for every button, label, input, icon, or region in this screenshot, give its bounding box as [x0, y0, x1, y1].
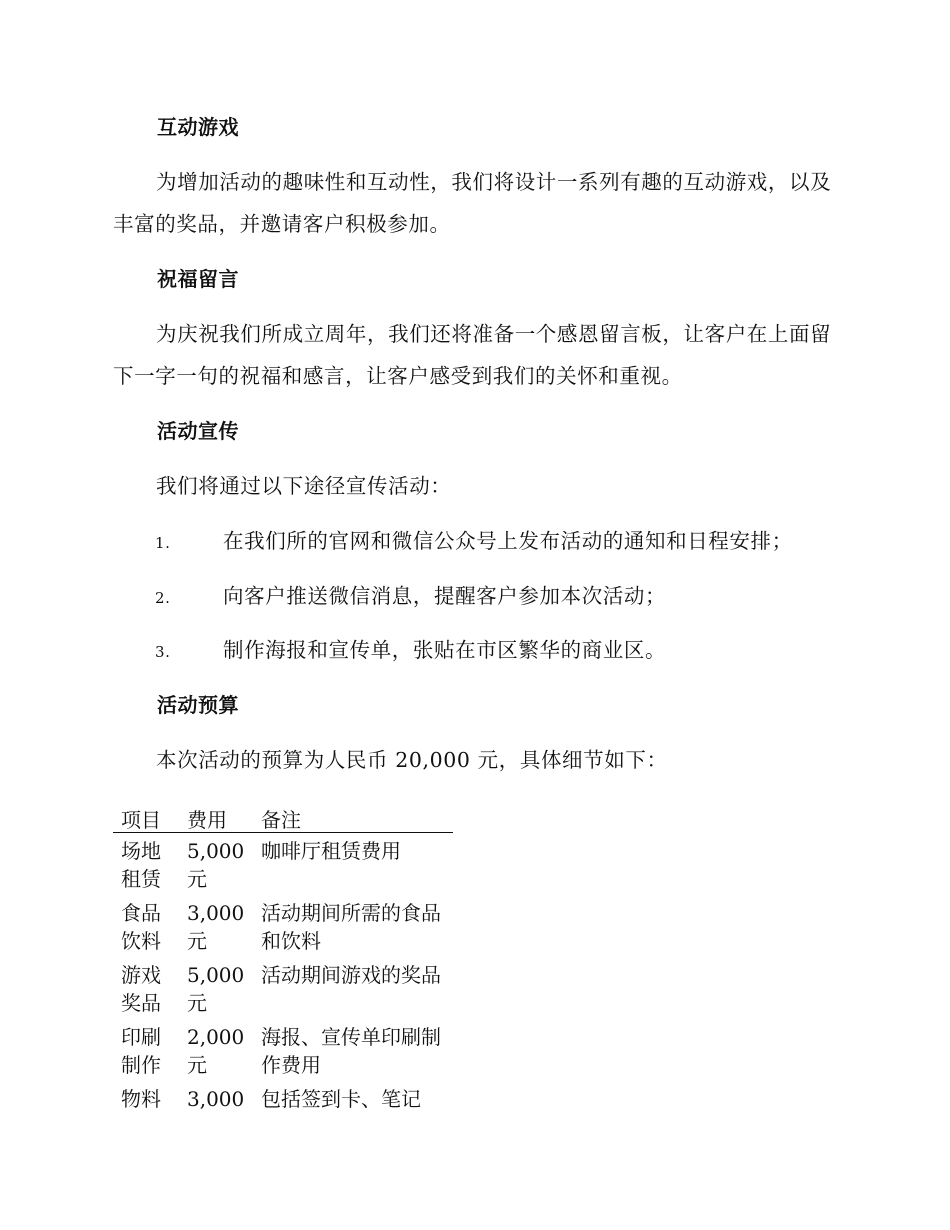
table-row: [113, 957, 453, 1019]
cell-item: 印刷制作: [121, 1025, 161, 1077]
cell-cost: 5,000 元: [187, 839, 245, 891]
cell-note: 活动期间游戏的奖品: [261, 963, 441, 987]
cell-item: 游戏奖品: [121, 963, 161, 1015]
table-row: [113, 1081, 453, 1143]
cell-cost: 2,000 元: [187, 1025, 245, 1077]
section-paragraph-messages: 为庆祝我们所成立周年，我们还将准备一个感恩留言板，让客户在上面留下一字一句的祝福和感言，让客户感受到我们的关怀和重视。: [113, 322, 832, 388]
list-item-number: 1.: [155, 534, 171, 552]
section-heading-messages: 祝福留言: [157, 267, 239, 291]
column-header-cost: 费用: [187, 808, 227, 832]
list-item-number: 2.: [155, 589, 171, 607]
list-item-number: 3.: [155, 643, 171, 661]
section-heading-games: 互动游戏: [157, 115, 239, 139]
section-paragraph-games: 为增加活动的趣味性和互动性，我们将设计一系列有趣的互动游戏，以及丰富的奖品，并邀请客户积极参加。: [113, 170, 832, 236]
cell-cost: 5,000 元: [187, 963, 245, 1015]
cell-note: 海报、宣传单印刷制作费用: [261, 1025, 441, 1077]
cell-cost: 3,000: [187, 1087, 245, 1111]
table-row: [113, 895, 453, 957]
list-item-text: 制作海报和宣传单，张贴在市区繁华的商业区。: [223, 638, 667, 662]
cell-item: 场地租赁: [121, 839, 161, 891]
table-row: [113, 833, 453, 895]
list-item-text: 向客户推送微信消息，提醒客户参加本次活动；: [223, 584, 667, 608]
table-row: [113, 1019, 453, 1081]
cell-cost: 3,000 元: [187, 901, 245, 953]
cell-item: 物料: [121, 1087, 161, 1111]
cell-note: 咖啡厅租赁费用: [261, 839, 401, 863]
column-header-item: 项目: [121, 808, 161, 832]
column-header-note: 备注: [261, 808, 301, 832]
section-paragraph-promotion: 我们将通过以下途径宣传活动：: [156, 474, 452, 498]
table-header: [113, 800, 453, 833]
section-heading-promotion: 活动宣传: [157, 419, 239, 443]
budget-intro: 本次活动的预算为人民币 20,000 元，具体细节如下：: [156, 748, 668, 772]
cell-note: 包括签到卡、笔记: [261, 1087, 421, 1111]
list-item-text: 在我们所的官网和微信公众号上发布活动的通知和日程安排；: [223, 529, 793, 553]
section-heading-budget: 活动预算: [157, 693, 239, 717]
cell-item: 食品饮料: [121, 901, 161, 953]
cell-note: 活动期间所需的食品和饮料: [261, 901, 441, 953]
budget-table: [113, 800, 453, 1143]
